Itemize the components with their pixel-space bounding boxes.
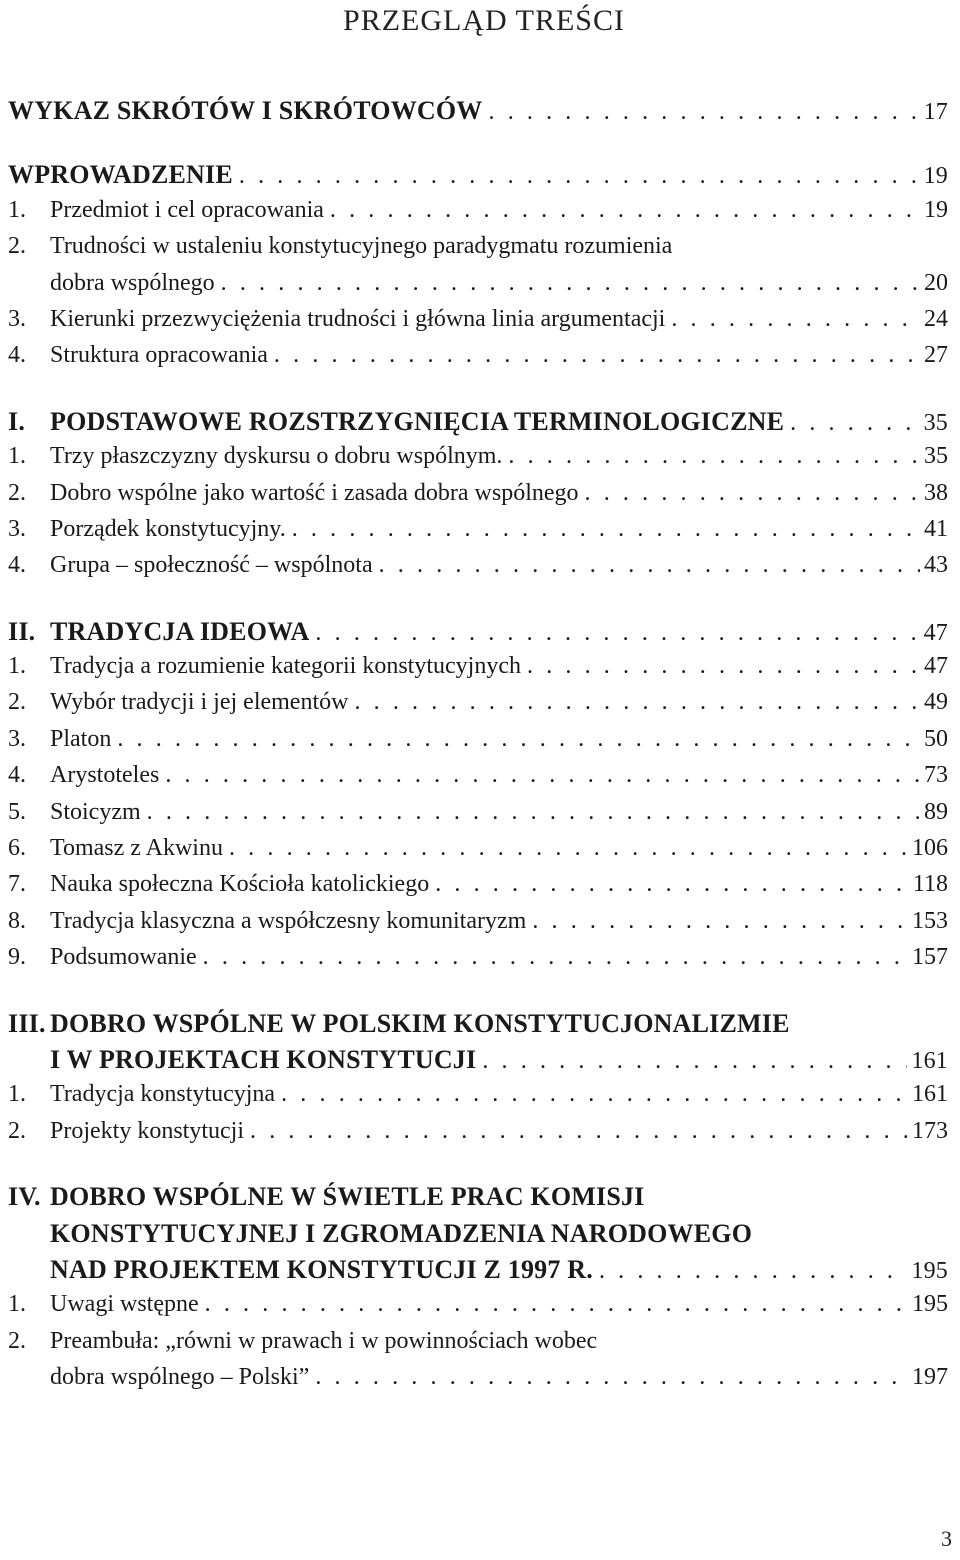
- toc-item[interactable]: [0, 726, 960, 762]
- toc-item-number: 2.: [8, 1327, 26, 1354]
- toc-item[interactable]: [0, 799, 960, 835]
- toc-item-number: 4.: [8, 342, 26, 369]
- toc-chapter-2[interactable]: [0, 617, 960, 653]
- toc-page-number: 47: [923, 619, 948, 646]
- toc-item[interactable]: [0, 689, 960, 725]
- toc-chapter-introduction[interactable]: [0, 160, 960, 196]
- toc-item-number: 1.: [8, 1081, 26, 1108]
- toc-item[interactable]: [0, 233, 960, 269]
- toc-section-chapter-4: [0, 1182, 960, 1400]
- dot-leader: [223, 835, 908, 862]
- toc-item-number: 8.: [8, 907, 26, 934]
- toc-entry-title: Wybór tradycji i jej elementów: [50, 689, 349, 716]
- toc-chapter-number: I.: [8, 406, 26, 436]
- dot-leader: [483, 99, 920, 126]
- toc-item-number: 2.: [8, 479, 26, 506]
- toc-chapter-number: III.: [8, 1008, 46, 1038]
- toc-page-number: 173: [912, 1117, 948, 1144]
- toc-page-number: 195: [911, 1257, 948, 1284]
- toc-page-number: 50: [924, 725, 948, 752]
- dot-leader: [215, 270, 920, 297]
- toc-page-number: 118: [912, 871, 948, 898]
- toc-page-number: 197: [912, 1364, 948, 1391]
- toc-entry-title-continued: I W PROJEKTACH KONSTYTUCJI: [50, 1044, 477, 1074]
- toc-item-number: 4.: [8, 762, 26, 789]
- toc-entry-title: Platon: [50, 725, 112, 752]
- toc-item-number: 9.: [8, 944, 26, 971]
- toc-entry-title: Projekty konstytucji: [50, 1117, 244, 1144]
- dot-leader: [111, 726, 920, 753]
- toc-item[interactable]: [0, 871, 960, 907]
- toc-item-number: 1.: [8, 443, 26, 470]
- toc-item[interactable]: [0, 1291, 960, 1327]
- toc-item-number: 1.: [8, 196, 26, 223]
- toc-item[interactable]: [0, 653, 960, 689]
- toc-item[interactable]: [0, 197, 960, 233]
- toc-section-chapter-3: [0, 1009, 960, 1155]
- dot-leader: [141, 799, 920, 826]
- toc-chapter-4[interactable]: [0, 1182, 960, 1218]
- toc-entry-title: Dobro wspólne jako wartość i zasada dobra wspólnego: [50, 479, 579, 506]
- toc-item[interactable]: [0, 1328, 960, 1364]
- dot-leader: [286, 516, 920, 543]
- toc-item[interactable]: [0, 908, 960, 944]
- dot-leader: [268, 342, 920, 369]
- toc-entry-title: Arystoteles: [50, 762, 160, 789]
- dot-leader: [309, 620, 919, 647]
- toc-page-number: 20: [924, 269, 948, 296]
- toc-entry-title: Przedmiot i cel opracowania: [50, 196, 324, 223]
- toc-chapter-3-continuation[interactable]: [0, 1045, 960, 1081]
- toc-entry-title: Struktura opracowania: [50, 342, 268, 369]
- toc-page-number: 49: [924, 689, 948, 716]
- toc-item[interactable]: [0, 516, 960, 552]
- dot-leader: [521, 653, 920, 680]
- toc-entry-title: Tradycja klasyczna a współczesny komunitaryzm: [50, 907, 527, 934]
- toc-entry-title: Preambuła: „równi w prawach i w powinnościach wobec: [50, 1327, 598, 1354]
- toc-entry-title: DOBRO WSPÓLNE W POLSKIM KONSTYTUCJONALIZMIE: [50, 1008, 790, 1038]
- toc-page-number: 47: [924, 653, 948, 680]
- toc-entry-title: Nauka społeczna Kościoła katolickiego: [50, 871, 430, 898]
- toc-chapter-abbreviations[interactable]: [0, 96, 960, 132]
- toc-item[interactable]: [0, 306, 960, 342]
- toc-chapter-1[interactable]: [0, 407, 960, 443]
- toc-section-chapter-1: [0, 407, 960, 589]
- dot-leader: [429, 871, 909, 898]
- table-of-contents: [0, 96, 960, 1429]
- toc-item-number: 3.: [8, 725, 26, 752]
- dot-leader: [244, 1118, 908, 1145]
- toc-section-chapter-2: [0, 617, 960, 981]
- toc-item[interactable]: [0, 552, 960, 588]
- toc-page-number: 38: [924, 479, 948, 506]
- toc-page-number: 35: [923, 409, 948, 436]
- toc-page-number: 19: [923, 163, 948, 190]
- dot-leader: [373, 552, 920, 579]
- toc-item[interactable]: [0, 480, 960, 516]
- toc-item[interactable]: [0, 1081, 960, 1117]
- dot-leader: [159, 762, 920, 789]
- toc-page-number: 43: [924, 552, 948, 579]
- toc-page-number: 17: [923, 99, 948, 125]
- toc-item[interactable]: [0, 762, 960, 798]
- dot-leader: [324, 197, 920, 224]
- toc-page-number: 19: [924, 196, 948, 223]
- toc-item-number: 4.: [8, 552, 26, 579]
- toc-chapter-number: II.: [8, 616, 36, 646]
- toc-page-number: 153: [912, 907, 948, 934]
- toc-entry-title: Porządek konstytucyjny.: [50, 515, 286, 542]
- toc-item-number: 3.: [8, 305, 26, 332]
- toc-entry-title: DOBRO WSPÓLNE W ŚWIETLE PRAC KOMISJI: [50, 1182, 645, 1212]
- toc-entry-title: Grupa – społeczność – wspólnota: [50, 552, 373, 579]
- dot-leader: [348, 689, 920, 716]
- dot-leader: [309, 1364, 908, 1391]
- toc-item[interactable]: [0, 944, 960, 980]
- dot-leader: [275, 1081, 908, 1108]
- toc-entry-title: Tradycja konstytucyjna: [50, 1081, 276, 1108]
- toc-entry-title: Podsumowanie: [50, 944, 197, 971]
- toc-page-number: 106: [912, 835, 948, 862]
- toc-item[interactable]: [0, 443, 960, 479]
- toc-entry-title: Uwagi wstępne: [50, 1291, 199, 1318]
- dot-leader: [784, 410, 919, 437]
- toc-page-number: 161: [911, 1047, 948, 1074]
- toc-page-number: 41: [924, 515, 948, 542]
- toc-entry-title: Stoicyzm: [50, 798, 141, 825]
- dot-leader: [233, 163, 920, 190]
- toc-entry-title-continued: NAD PROJEKTEM KONSTYTUCJI Z 1997 R.: [50, 1254, 593, 1284]
- toc-item-number: 1.: [8, 653, 26, 680]
- toc-page-number: 161: [912, 1081, 948, 1108]
- toc-item-number: 6.: [8, 835, 26, 862]
- toc-item-number: 3.: [8, 515, 26, 542]
- toc-page-number: 89: [924, 798, 948, 825]
- toc-item-number: 2.: [8, 233, 26, 260]
- toc-item-continuation[interactable]: [0, 270, 960, 306]
- toc-chapter-4-continuation[interactable]: [0, 1255, 960, 1291]
- toc-entry-title: Trzy płaszczyzny dyskursu o dobru wspólnym.: [50, 443, 503, 470]
- dot-leader: [197, 944, 908, 971]
- toc-entry-title: TRADYCJA IDEOWA: [50, 616, 310, 646]
- toc-item-number: 1.: [8, 1291, 26, 1318]
- toc-item-number: 5.: [8, 798, 26, 825]
- toc-chapter-4-continuation[interactable]: [0, 1219, 960, 1255]
- toc-entry-title: Trudności w ustaleniu konstytucyjnego paradygmatu rozumienia: [50, 233, 673, 260]
- toc-entry-title: WYKAZ SKRÓTÓW I SKRÓTOWCÓW: [8, 96, 483, 125]
- dot-leader: [476, 1048, 907, 1075]
- toc-entry-title: Tradycja a rozumienie kategorii konstytucyjnych: [50, 653, 521, 680]
- toc-page-number: 24: [924, 305, 948, 332]
- toc-section-introduction: [0, 160, 960, 378]
- toc-page-number: 35: [924, 443, 948, 470]
- toc-item[interactable]: [0, 835, 960, 871]
- toc-entry-title-continued: dobra wspólnego – Polski”: [50, 1364, 310, 1391]
- dot-leader: [526, 908, 908, 935]
- toc-item-number: 7.: [8, 871, 26, 898]
- toc-chapter-number: IV.: [8, 1182, 41, 1212]
- toc-entry-title: WPROWADZENIE: [8, 160, 233, 190]
- toc-chapter-3[interactable]: [0, 1009, 960, 1045]
- dot-leader: [199, 1291, 908, 1318]
- toc-entry-title-continued: KONSTYTUCYJNEJ I ZGROMADZENIA NARODOWEGO: [50, 1218, 753, 1248]
- toc-page-number: 73: [924, 762, 948, 789]
- page-title: PRZEGLĄD TREŚCI: [343, 4, 625, 37]
- toc-entry-title-continued: dobra wspólnego: [50, 269, 215, 296]
- dot-leader: [593, 1258, 907, 1285]
- toc-item[interactable]: [0, 1118, 960, 1154]
- dot-leader: [579, 480, 920, 507]
- dot-leader: [502, 443, 920, 470]
- toc-item-number: 2.: [8, 1117, 26, 1144]
- toc-item-number: 2.: [8, 689, 26, 716]
- toc-entry-title: PODSTAWOWE ROZSTRZYGNIĘCIA TERMINOLOGICZNE: [50, 406, 785, 436]
- toc-entry-title: Kierunki przezwyciężenia trudności i główna linia argumentacji: [50, 305, 666, 332]
- toc-page-number: 157: [912, 944, 948, 971]
- toc-item[interactable]: [0, 342, 960, 378]
- toc-page-number: 195: [912, 1291, 948, 1318]
- toc-item-continuation[interactable]: [0, 1364, 960, 1400]
- page-number: 3: [941, 1526, 952, 1551]
- dot-leader: [665, 306, 920, 333]
- toc-entry-title: Tomasz z Akwinu: [50, 835, 223, 862]
- toc-section-abbreviations: [0, 96, 960, 132]
- toc-page-number: 27: [924, 342, 948, 369]
